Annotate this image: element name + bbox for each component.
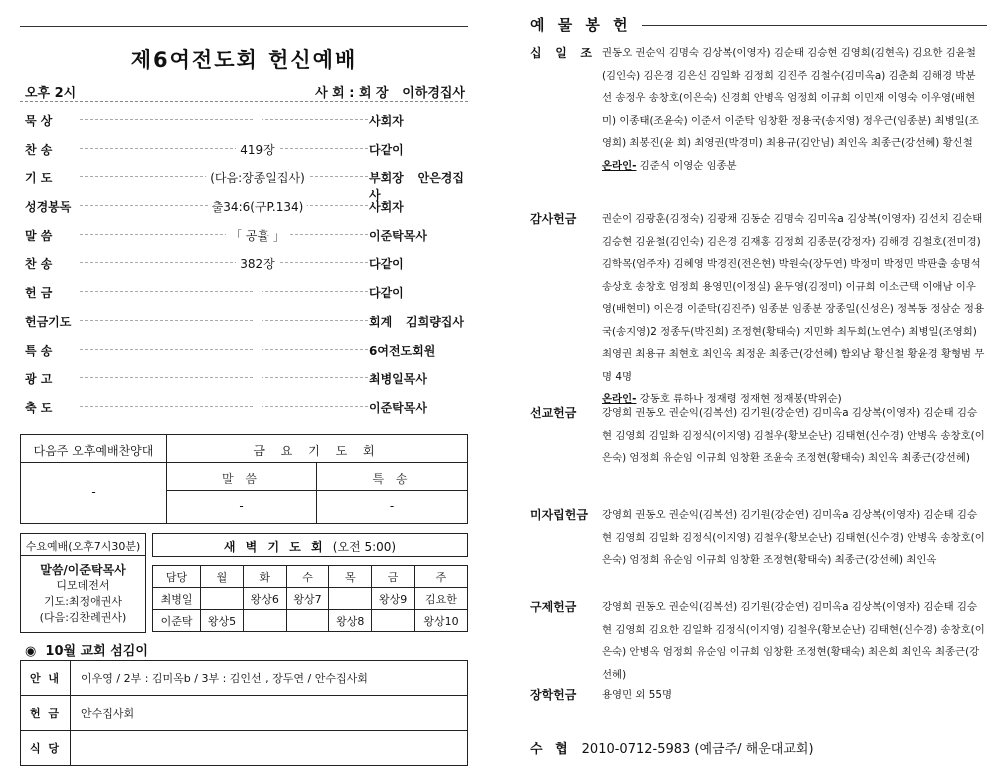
- order-content-text: (다음:장종일집사): [206, 171, 309, 185]
- dawn-cell: [286, 610, 329, 632]
- order-item: 묵 상: [25, 114, 53, 128]
- order-row: [20, 362, 468, 391]
- order-item: 찬 송: [25, 257, 53, 272]
- wednesday-line: 말씀/이준탁목사: [40, 563, 126, 577]
- order-row: [20, 161, 468, 203]
- dawn-prayer-header: [152, 533, 468, 557]
- service-host: [315, 82, 465, 101]
- order-person: 6여전도회원: [369, 343, 436, 358]
- month-servers-heading: [25, 640, 148, 659]
- bank-value: 2010-0712-5983 (예금주/ 해운대교회): [581, 742, 814, 757]
- order-row: [20, 276, 468, 305]
- offerings-panel: [530, 0, 985, 779]
- dawn-title: 새 벽 기 도 회: [223, 540, 326, 554]
- dawn-header-cell: 금: [372, 566, 415, 588]
- order-content: [135, 169, 380, 186]
- order-row: [20, 190, 468, 219]
- friday-prayer-cell: [167, 435, 467, 523]
- offerings-divider: [642, 25, 987, 26]
- dawn-cell: [243, 610, 286, 632]
- offering-names: [602, 596, 985, 686]
- order-person: 사회자: [369, 200, 404, 215]
- offering-text: 강영희 권동오 권순익(김복선) 김기원(강순연) 김미옥a 김상복(이영자) 김순태 김승현 김영희 김일화 김정식(이지영) 김철우(황보순난) 김태현(신수경) 안병옥 송창호(이은숙) 엄정희 유순임 이규희 임창환 조정현(황태숙) 최종근(강선혜) 최인옥: [602, 509, 985, 566]
- duty-row: [21, 696, 468, 731]
- dawn-header-cell: 화: [243, 566, 286, 588]
- order-item: 헌금기도: [25, 314, 72, 329]
- order-item: 광 고: [25, 372, 53, 387]
- order-content: [135, 399, 380, 413]
- order-person: 부회장 안은경집사: [369, 171, 464, 203]
- dawn-cell: [329, 588, 372, 610]
- order-content: [135, 198, 380, 215]
- order-item: 축 도: [25, 400, 53, 415]
- bank-label: 수 협: [530, 742, 572, 757]
- dawn-cell: 왕상10: [414, 610, 467, 632]
- offering-key: 미자립헌금: [530, 508, 588, 522]
- order-content-text: 출34:6(구P.134): [208, 200, 308, 214]
- dawn-cell: 최병일: [153, 588, 201, 610]
- page-title: 제6여전도회 헌신예배: [130, 48, 358, 72]
- order-row: [20, 305, 468, 334]
- dawn-cell: 왕상8: [329, 610, 372, 632]
- order-row: [20, 104, 468, 133]
- dawn-header-row: [153, 566, 468, 588]
- order-item: 찬 송: [25, 142, 53, 157]
- offering-text: 권순이 김광훈(김정숙) 김광채 김동순 김명숙 김미옥a 김상복(이영자) 김선치 김순태 김승현 김윤철(김인숙) 김은경 김재홍 김정희 김종문(강정자) 김해경 김철호(전미경) 김학목(엄주자) 김혜영 박경진(전은현) 박원숙(장두연) 박정미 박정민 박판출 송명석 송상호 송창호 엄정희 용영민(이정실) 윤두영(김정미) 이규희 이소근택 이애남 이우영(배현미) 이은경 이준탁(김진주) 임종분 임종분 장종일(신성은) 정복동 정삼순 정용국(송지영)2 정종두(박진희) 조정현(황태숙) 지민화 최두희(노연수) 최병일(조영희) 최영권 최용규 최현호 최인옥 최정운 최종근(강선혜) 함외남 황신철 황윤경 황형범 무명 4명: [602, 213, 985, 383]
- order-content-text: [254, 284, 262, 298]
- offerings-title: 예 물 봉 헌: [530, 16, 632, 34]
- order-content-text: [254, 399, 262, 413]
- offering-names: [602, 684, 985, 707]
- dawn-prayer-table: [152, 565, 468, 632]
- friday-prayer-label: 금 요 기 도 회: [167, 435, 467, 463]
- dawn-header-cell: 월: [201, 566, 244, 588]
- duty-table: [20, 660, 468, 766]
- wednesday-label: 수요예배(오후7시30분): [21, 534, 145, 556]
- bank-account: [530, 738, 814, 757]
- offering-key: 선교헌금: [530, 406, 577, 420]
- order-person: 다같이: [369, 142, 404, 157]
- duty-key: 헌 금: [21, 696, 71, 731]
- order-item: 기 도: [25, 171, 53, 186]
- duty-row: [21, 661, 468, 696]
- dawn-header-cell: 담당: [153, 566, 201, 588]
- radio-icon: ◉: [25, 644, 37, 659]
- offering-key: 감사헌금: [530, 212, 577, 226]
- dawn-cell: 왕상5: [201, 610, 244, 632]
- offering-names: [602, 208, 985, 411]
- order-content: [135, 255, 380, 272]
- online-names: 김준식 이영순 임종분: [639, 159, 737, 172]
- dawn-header-cell: 주: [414, 566, 467, 588]
- header-divider: [20, 101, 468, 102]
- order-person: 이준탁목사: [369, 228, 427, 243]
- service-time-row: [25, 82, 465, 100]
- special-song-label: 특 송: [317, 463, 467, 491]
- order-content: [135, 370, 380, 384]
- dawn-cell: [201, 588, 244, 610]
- choir-cell: [21, 435, 167, 523]
- order-person: 사회자: [369, 114, 404, 128]
- month-label: 10월 교회 섬김이: [45, 644, 148, 659]
- order-content: [135, 284, 380, 298]
- offering-text: 강영희 권동오 권순익(김복선) 김기원(강순연) 김미옥a 김상복(이영자) 김순태 김승현 김영희 김일화 김정식(이지영) 김철우(황보순난) 김태현(신수경) 안병옥 송창호(이은숙) 엄정희 유순임 이규희 임창환 조윤숙 조정현(황태숙) 최인옥 최종근(강선혜): [602, 407, 985, 464]
- dawn-time: (오전 5:00): [332, 540, 397, 554]
- dawn-header-cell: 수: [286, 566, 329, 588]
- order-content-text: [254, 370, 262, 384]
- choir-label: 다음주 오후예배찬양대: [21, 435, 166, 463]
- order-content-text: [254, 342, 262, 356]
- order-item: 말 씀: [25, 228, 53, 243]
- online-names: 강동호 류하나 정재령 정재현 정재봉(박위순): [639, 393, 842, 405]
- order-row: [20, 219, 468, 248]
- order-person: 다같이: [369, 286, 404, 301]
- order-content-text: 382장: [236, 257, 279, 271]
- next-week-box: [20, 434, 468, 524]
- order-content-text: 419장: [236, 143, 279, 157]
- order-item: 성경봉독: [25, 200, 72, 215]
- wednesday-line: 기도:최정애권사: [43, 595, 123, 608]
- order-content-text: 「 공휼 」: [226, 229, 289, 243]
- offering-names: [602, 402, 985, 470]
- offering-key: 장학헌금: [530, 688, 577, 702]
- order-row: [20, 391, 468, 420]
- service-time: 오후 2시: [25, 86, 77, 101]
- order-item: 헌 금: [25, 286, 53, 301]
- order-content-text: [254, 112, 262, 126]
- duty-key: 안 내: [21, 661, 71, 696]
- offering-text: 용영민 외 55명: [602, 689, 673, 701]
- wednesday-line: 디모데전서: [56, 579, 110, 592]
- online-label: 온라인-: [602, 393, 637, 405]
- host-label: 사 회 : 회 장: [315, 86, 389, 101]
- dawn-cell: [372, 610, 415, 632]
- order-row: [20, 133, 468, 162]
- order-content: [135, 227, 380, 244]
- order-of-service-panel: [20, 0, 470, 779]
- offering-text: 강영희 권동오 권순익(김복선) 김기원(강순연) 김미옥a 김상복(이영자) 김순태 김승현 김영희 김요한 김일화 김정식(이지영) 김철우(황보순난) 김태현(신수경) 송창호(이은숙) 안병옥 엄정희 유순임 이규희 임창환 조정현(황태숙) 최은희 최인옥 최종근(강선혜): [602, 601, 985, 681]
- online-label: 온라인-: [602, 159, 637, 172]
- special-song-value: -: [389, 499, 395, 513]
- order-person: 이준탁목사: [369, 400, 427, 415]
- duty-key: 식 당: [21, 731, 71, 766]
- dawn-cell: 왕상6: [243, 588, 286, 610]
- sermon-value: -: [167, 491, 317, 523]
- wednesday-line: (다음:김찬례권사): [39, 611, 127, 624]
- host-name: 이하경집사: [402, 86, 465, 101]
- order-content: [135, 313, 380, 327]
- choir-value: -: [91, 485, 96, 499]
- order-item: 특 송: [25, 343, 53, 358]
- order-person: 회계 김희량집사: [369, 314, 464, 329]
- duty-value: 이우영 / 2부 : 김미옥b / 3부 : 김인선 , 장두연 / 안수집사회: [71, 661, 468, 696]
- offering-names: [602, 42, 985, 177]
- order-content: [135, 342, 380, 356]
- dawn-header-cell: 목: [329, 566, 372, 588]
- order-row: [20, 247, 468, 276]
- offering-key: 십 일 조: [530, 46, 592, 60]
- offering-key: 구제헌금: [530, 600, 577, 614]
- order-person: 다같이: [369, 257, 404, 272]
- duty-row: [21, 731, 468, 766]
- dawn-cell: 김요한: [414, 588, 467, 610]
- dawn-cell: 이준탁: [153, 610, 201, 632]
- order-content: [135, 112, 380, 126]
- duty-value: 안수집사회: [71, 696, 468, 731]
- order-content: [135, 141, 380, 158]
- offering-names: [602, 504, 985, 572]
- duty-value: [71, 731, 468, 766]
- dawn-cell: 왕상9: [372, 588, 415, 610]
- order-list: [20, 104, 468, 420]
- dawn-row: [153, 610, 468, 632]
- sermon-label: 말 씀: [167, 463, 317, 491]
- offering-text: 권동오 권순익 김명숙 김상복(이영자) 김순태 김승현 김영희(김현옥) 김요한 김윤철(김인숙) 김은경 김은신 김일화 김정희 김진주 김철수(김미옥a) 김춘희 김해경 박분선 송정우 송창호(이은숙) 신경희 안병옥 엄정희 이규희 이민재 이영숙 이우영(배현미) 이종태(조윤숙) 이준서 이준탁 임창환 정용국(송지영) 정우근(임종분) 최병일(조영희) 최봉진(윤 희) 최영권(박경미) 최용규(김안님) 최인옥 최종근(강선혜) 황신철: [602, 47, 979, 149]
- dawn-row: [153, 588, 468, 610]
- wednesday-service-box: [20, 533, 146, 633]
- dawn-cell: 왕상7: [286, 588, 329, 610]
- order-row: [20, 334, 468, 363]
- order-person: 최병일목사: [369, 372, 427, 387]
- top-divider: [20, 26, 468, 27]
- order-content-text: [254, 313, 262, 327]
